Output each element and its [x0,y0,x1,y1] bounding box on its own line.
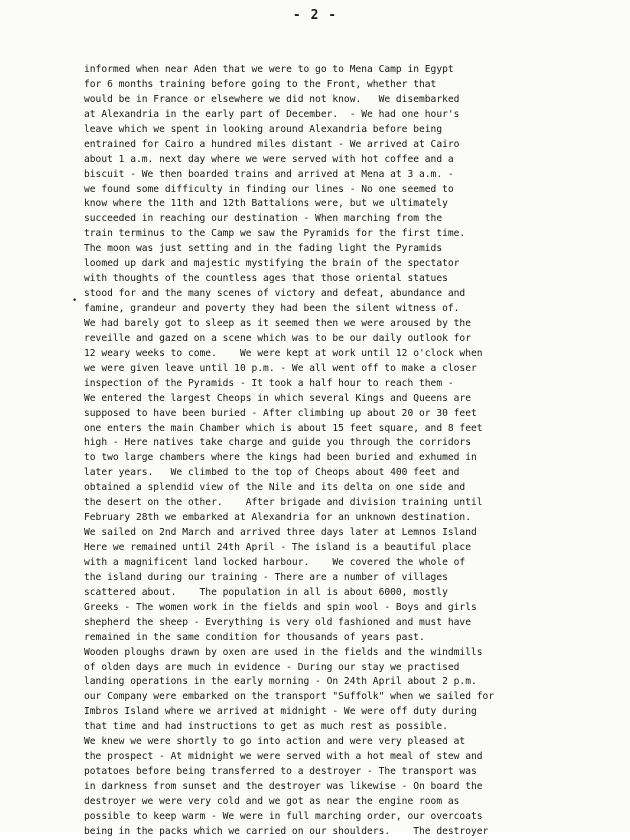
text-line: obtained a splendid view of the Nile and its delta on one side and [84,482,466,494]
text-line: shepherd the sheep - Everything is very old fashioned and must have [84,616,471,628]
text-line: to two large chambers where the kings had been buried and exhumed in [84,452,477,464]
text-line: about 1 a.m. next day where we were served with hot coffee and a [84,153,454,165]
page-number: - 2 - [292,8,338,23]
text-line: possible to keep warm - We were in full marching order, our overcoats [84,810,483,822]
text-line: scattered about. The population in all is about 6000, mostly [84,586,448,598]
text-line: The moon was just setting and in the fading light the Pyramids [84,243,443,255]
text-line: inspection of the Pyramids - It took a half hour to reach them - [84,377,454,389]
text-line: remained in the same condition for thousands of years past. [84,631,425,643]
text-line: for 6 months training before going to the Front, whether that [84,78,437,90]
text-line: potatoes before being transferred to a destroyer - The transport was [84,766,477,778]
text-line: famine, grandeur and poverty they had been the silent witness of. [84,303,460,314]
text-line: would be in France or elsewhere we did not know. We disembarked [84,93,460,105]
text-line: succeeded in reaching our destination - When marching from the [84,213,443,225]
text-line: Greeks - The women work in the fields and spin wool - Boys and girls [84,601,477,613]
typewritten-body [84,63,624,840]
text-line: Here we remained until 24th April - The island is a beautiful place [84,542,471,553]
text-line: that time and had instructions to get as much rest as possible. [84,721,448,733]
text-line: our Company were embarked on the transport "Suffolk" when we sailed for [84,691,495,703]
text-line: high - Here natives take charge and guide you through the corridors [84,437,471,449]
text-line: 12 weary weeks to come. We were kept at work until 12 o'clock when [84,347,483,359]
text-line: we found some difficulty in finding our lines - No one seemed to [84,183,454,195]
text-line: we were given leave until 10 p.m. - We all went off to make a closer [84,362,477,374]
text-line: landing operations in the early morning - On 24th April about 2 p.m. [84,676,477,688]
text-line: stood for and the many scenes of victory and defeat, abundance and [84,288,466,300]
text-line: the prospect - At midnight we were served with a hot meal of stew and [84,751,483,763]
text-line: supposed to have been buried - After climbing up about 20 or 30 feet [84,407,477,419]
text-line: informed when near Aden that we were to go to Mena Camp in Egypt [84,64,454,75]
text-line: with a magnificent land locked harbour. We covered the whole of [84,556,466,568]
text-line: with thoughts of the countless ages that those oriental statues [84,273,448,285]
text-line: leave which we spent in looking around Alexandria before being [84,123,443,135]
text-line: later years. We climbed to the top of Cheops about 400 feet and [84,467,460,479]
text-line: We entered the largest Cheops in which several Kings and Queens are [84,392,471,404]
text-line: the island during our training - There are a number of villages [84,571,448,583]
text-line: February 28th we embarked at Alexandria for an unknown destination. [84,512,471,524]
text-line: biscuit - We then boarded trains and arrived at Mena at 3 a.m. - [84,168,454,180]
text-line: train terminus to the Camp we saw the Pyramids for the first time. [84,228,466,240]
text-line: We sailed on 2nd March and arrived three days later at Lemnos Island [84,527,477,539]
text-line: Imbros Island where we arrived at midnight - We were off duty during [84,706,477,718]
text-line: reveille and gazed on a scene which was to be our daily outlook for [84,332,471,344]
text-line: in darkness from sunset and the destroyer was likewise - On board the [84,781,483,792]
text-line: know where the 11th and 12th Battalions were, but we ultimately [84,198,448,210]
text-line: the desert on the other. After brigade and division training until [84,497,483,509]
text-line: entrained for Cairo a hundred miles distant - We arrived at Cairo [84,138,460,150]
text-line: Wooden ploughs drawn by oxen are used in the fields and the windmills [84,646,483,658]
text-line: one enters the main Chamber which is about 15 feet square, and 8 feet [84,422,483,434]
text-line: at Alexandria in the early part of December. - We had one hour's [84,108,460,120]
text-line: We had barely got to sleep as it seemed then we were aroused by the [84,317,471,329]
text-line: We knew we were shortly to go into action and were very pleased at [84,736,466,748]
text-line: loomed up dark and majestic mystifying the brain of the spectator [84,258,460,270]
text-line: being in the packs which we carried on our shoulders. The destroyer [84,825,489,837]
text-line: destroyer we were very cold and we got as near the engine room as [84,795,460,807]
text-line: of olden days are much in evidence - During our stay we practised [84,661,460,673]
margin-mark: • [72,296,78,306]
